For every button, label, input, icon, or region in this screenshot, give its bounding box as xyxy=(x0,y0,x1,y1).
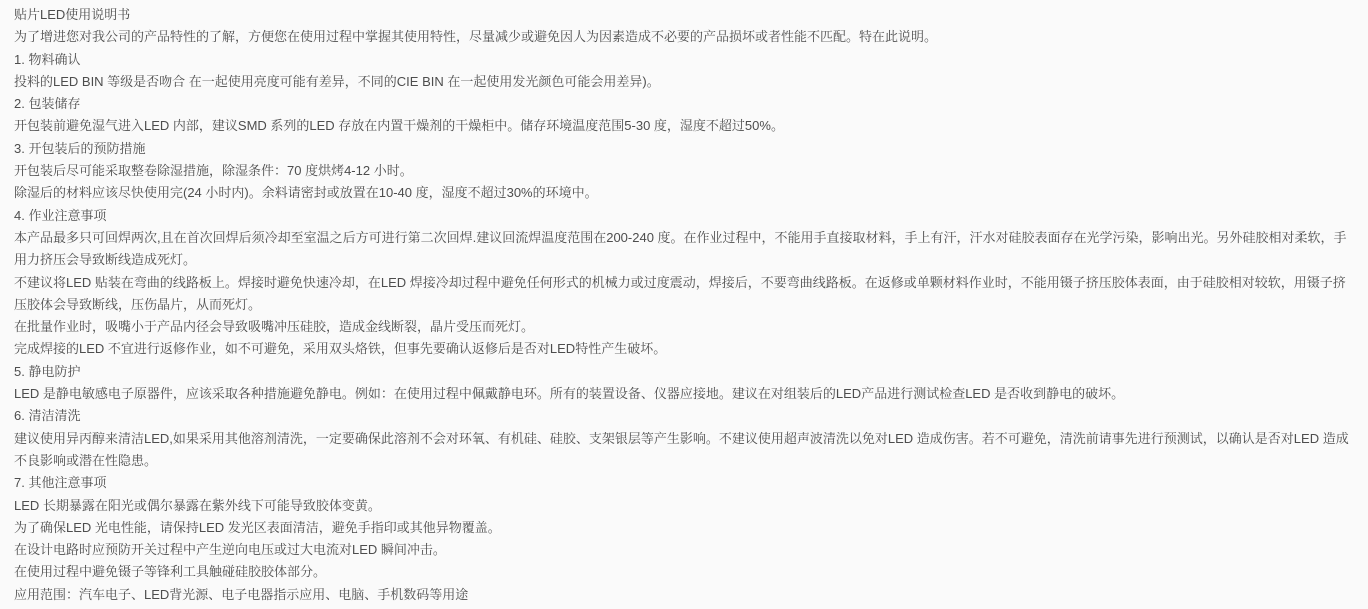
section-paragraph: 在使用过程中避免镊子等锋利工具触碰硅胶胶体部分。 xyxy=(14,564,327,580)
section-paragraph: 在设计电路时应预防开关过程中产生逆向电压或过大电流对LED 瞬间冲击。 xyxy=(14,542,446,558)
section-paragraph: 在批量作业时，吸嘴小于产品内径会导致吸嘴冲压硅胶，造成金线断裂，晶片受压而死灯。 xyxy=(14,319,535,335)
section-paragraph: 建议使用异丙醇来清洁LED,如果采用其他溶剂清洗，一定要确保此溶剂不会对环氧、有机硅、硅胶、支架银层等产生影响。不建议使用超声波清洗以免对LED 造成伤害。若不可避免，清洗前请事先进行预测试，以确认是否对LED 造成不良影响或潜在性隐患。 xyxy=(14,430,1349,468)
document-title: 贴片LED使用说明书 xyxy=(14,7,131,22)
section-heading: 4. 作业注意事项 xyxy=(14,207,107,223)
section-paragraph: 为了确保LED 光电性能，请保持LED 发光区表面清洁，避免手指印或其他异物覆盖。 xyxy=(14,519,501,535)
section-paragraph: 本产品最多只可回焊两次,且在首次回焊后须冷却至室温之后方可进行第二次回焊.建议回流焊温度范围在200-240 度。在作业过程中，不能用手直接取材料，手上有汗，汗水对硅胶表面存在光学污染，影响出光。另外硅胶相对柔软，手用力挤压会导致断线造成死灯。 xyxy=(14,229,1347,268)
section-paragraph: 完成焊接的LED 不宜进行返修作业，如不可避免，采用双头烙铁，但事先要确认返修后是否对LED特性产生破坏。 xyxy=(14,341,667,357)
section-paragraph: 应用范围：汽车电子、LED背光源、电子电器指示应用、电脑、手机数码等用途 xyxy=(14,586,469,602)
section-paragraph: 开包装后尽可能采取整卷除湿措施，除湿条件：70 度烘烤4-12 小时。 xyxy=(14,163,413,179)
section-paragraph: 开包装前避免湿气进入LED 内部，建议SMD 系列的LED 存放在内置干燥剂的干燥柜中。储存环境温度范围5-30 度，湿度不超过50%。 xyxy=(14,118,784,134)
sections-container xyxy=(14,49,1356,606)
section-heading: 6. 清洁清洗 xyxy=(14,408,81,424)
section-heading: 5. 静电防护 xyxy=(14,363,81,379)
section-heading: 2. 包装储存 xyxy=(14,96,81,112)
section-heading: 3. 开包装后的预防措施 xyxy=(14,140,146,156)
section-paragraph: 除湿后的材料应该尽快使用完(24 小时内)。余料请密封或放置在10-40 度，湿度不超过30%的环境中。 xyxy=(14,185,598,201)
section-paragraph: 不建议将LED 贴装在弯曲的线路板上。焊接时避免快速冷却，在LED 焊接冷却过程中避免任何形式的机械力或过度震动，焊接后，不要弯曲线路板。在返修或单颗材料作业时，不能用镊子挤压胶体表面，由于硅胶相对较软，用镊子挤压胶体会导致断线，压伤晶片，从而死灯。 xyxy=(14,274,1346,312)
section-heading: 1. 物料确认 xyxy=(14,51,81,67)
section-paragraph: LED 长期暴露在阳光或偶尔暴露在紫外线下可能导致胶体变黄。 xyxy=(14,497,381,513)
document-intro: 为了增进您对我公司的产品特性的了解，方便您在使用过程中掌握其使用特性，尽量减少或避免因人为因素造成不必要的产品损坏或者性能不匹配。特在此说明。 xyxy=(14,29,938,45)
section-heading: 7. 其他注意事项 xyxy=(14,475,107,491)
section-paragraph: 投料的LED BIN 等级是否吻合 在一起使用亮度可能有差异，不同的CIE BIN 在一起使用发光颜色可能会用差异)。 xyxy=(14,73,660,89)
section-paragraph: LED 是静电敏感电子原器件，应该采取各种措施避免静电。例如：在使用过程中佩戴静电环。所有的装置设备、仪器应接地。建议在对组装后的LED产品进行测试检查LED 是否收到静电的破坏。 xyxy=(14,386,1125,402)
